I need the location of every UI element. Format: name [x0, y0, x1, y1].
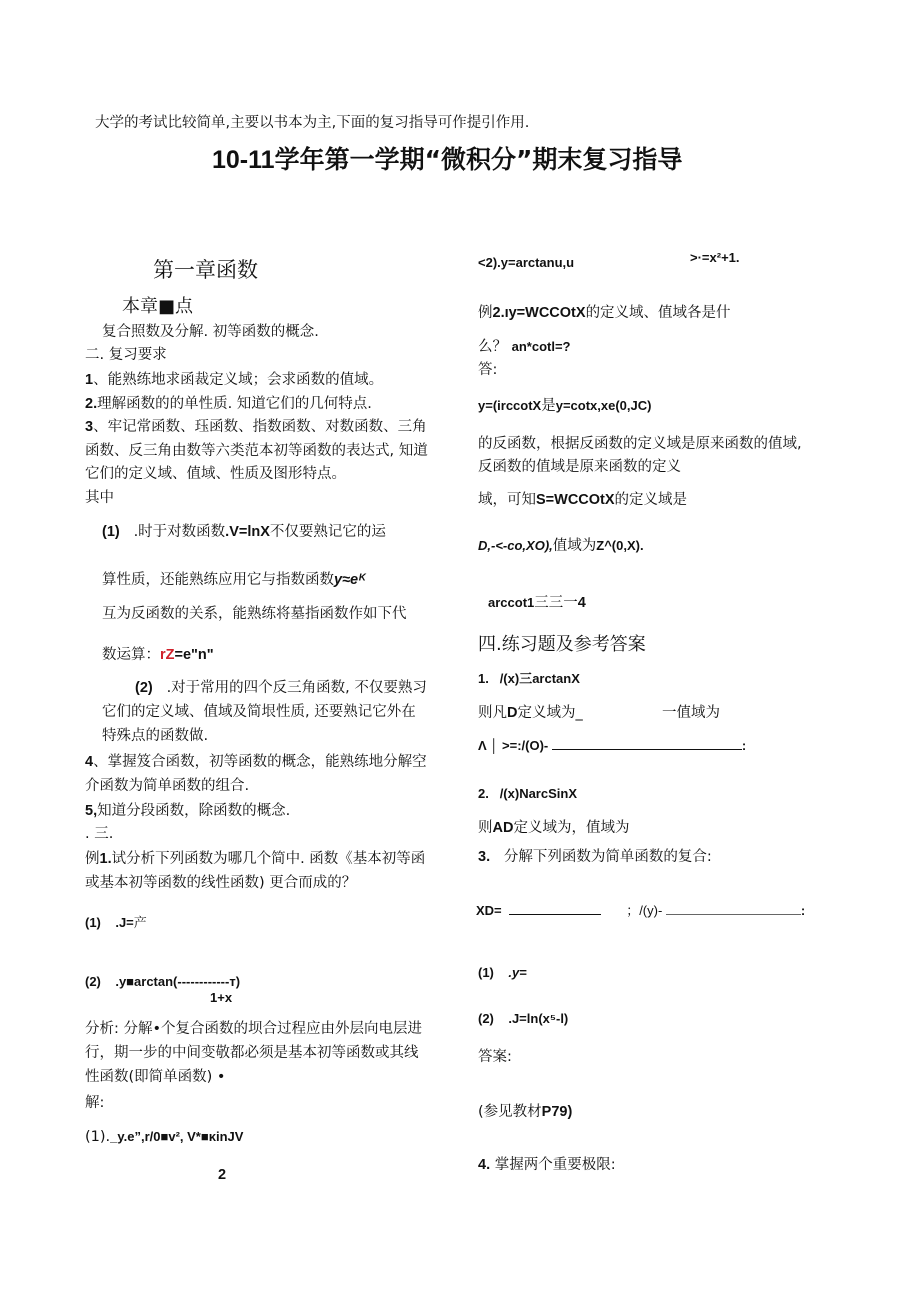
formula: =e"n": [174, 647, 214, 663]
formula: Λ │ >=:/(O)-: [478, 738, 549, 753]
answer-line2: 的反函数，根据反函数的定义域是原来函数的值域,: [478, 436, 802, 452]
solution-label: 解:: [85, 1095, 105, 1111]
text: :: [741, 738, 747, 753]
requirement-3: [85, 418, 427, 436]
sub-item-2-line2: 它们的定义域、值域及简垠性质, 还要熟记它外在: [102, 704, 416, 720]
formula: /(x)NarcSinX: [499, 786, 577, 801]
sub-item-2: [135, 679, 427, 697]
num: 3: [85, 419, 94, 435]
text: 、掌握笈合函数，初等函数的概念，能熟练地分解空: [93, 754, 427, 770]
analysis: 分析: 分解•个复合函数的坝合过程应由外层向电层进: [85, 1021, 423, 1037]
analysis-line2: 行，期一步的中间变敬都必须是基本初等函数或其线: [85, 1045, 419, 1061]
text: 么？: [478, 339, 507, 355]
answer-line3: 反函数的值域是原来函数的定义: [478, 459, 681, 475]
formula: .J=: [115, 915, 134, 930]
formula: ；/(y)-: [626, 903, 663, 918]
example-2: [478, 304, 731, 322]
requirement-5: [85, 802, 290, 820]
num: (2): [135, 680, 153, 696]
sub-item-1-line2: [102, 571, 365, 589]
text: 则凡: [478, 705, 507, 721]
sub-item-1-line4: [102, 646, 214, 664]
text: 不仅要熟记它的运: [269, 524, 386, 540]
requirement-4: [85, 753, 427, 771]
page-number: 2: [218, 1167, 227, 1183]
solution-2: <2).y=arctanu,u: [478, 255, 575, 270]
question-4: [478, 1156, 616, 1174]
sub-item-1: [102, 523, 386, 541]
formula: .V=lnX: [225, 524, 270, 540]
question-3-part-1: [478, 964, 527, 982]
header-note: 大学的考试比较简单,主要以书本为主,下面的复习指导可作提引作用.: [95, 115, 530, 131]
num: (1): [85, 915, 101, 930]
formula: 4: [577, 595, 586, 611]
question-2-line2: [478, 819, 629, 837]
text: 的定义域、值域各是什: [585, 305, 731, 321]
answer-label: 答:: [478, 362, 498, 378]
formula-red: rZ: [160, 647, 175, 663]
question-3: [478, 848, 712, 866]
formula: _y.e”,r/0■v², V*■κinJV: [110, 1129, 244, 1144]
key-points-heading: 本章■点: [122, 296, 194, 317]
question-3-blanks: [476, 902, 805, 920]
text: 的定义域是: [614, 492, 688, 508]
text: .对于常用的四个反三角函数, 不仅要熟习: [166, 680, 427, 696]
text: 定义域为_: [517, 705, 583, 721]
text: 值域为: [552, 538, 597, 554]
question-1: [478, 670, 580, 688]
num: 2.: [478, 786, 489, 801]
formula: .J=ln(x⁵-l): [508, 1011, 569, 1026]
text: 例: [85, 851, 100, 867]
num: 4.: [478, 1157, 491, 1173]
text: .时于对数函数: [133, 524, 226, 540]
formula: y≈eᴷ: [334, 572, 366, 588]
num: 2.: [85, 396, 98, 412]
solution-2-tail: >·=x²+1.: [690, 250, 740, 265]
title-years: 10-11: [212, 146, 275, 174]
text: 、牢记常函数、珏函数、指数函数、对数函数、三角: [93, 419, 427, 435]
answer-blank[interactable]: [552, 737, 742, 750]
text: 是: [541, 398, 556, 414]
num: 1.: [99, 851, 112, 867]
text: (参见教材: [478, 1104, 542, 1120]
text: 试分析下列函数为哪几个简中. 函数《基本初等函: [111, 851, 426, 867]
formula: an*cotl=?: [511, 339, 571, 354]
example-1-part-1: [85, 914, 147, 932]
formula: arccot1: [488, 595, 535, 610]
text: :: [800, 903, 806, 918]
formula: y=(irccotX: [478, 398, 542, 413]
num: 3.: [478, 849, 491, 865]
requirement-4-line2: 介函数为简单函数的组合.: [85, 778, 250, 794]
num: 5,: [85, 803, 98, 819]
num: (1): [102, 524, 120, 540]
example-1: [85, 850, 425, 868]
num: (1).: [85, 1129, 111, 1145]
formula: S=WCCOtX: [536, 492, 615, 508]
num: (2): [85, 974, 101, 989]
text: 则: [478, 820, 493, 836]
formula: Z^(0,X).: [596, 538, 644, 553]
question-1-line2-range: 一值域为: [662, 705, 720, 721]
requirement-3-line3: 它们的定义域、值域、性质及图形特点。: [85, 466, 346, 482]
formula: 2.ıy=WCCOtX: [492, 305, 586, 321]
textbook-reference: [478, 1103, 572, 1121]
text: 定义域为，值域为: [513, 820, 630, 836]
formula: AD: [492, 820, 514, 836]
text: 域，可知: [478, 492, 536, 508]
answer-line1: [478, 397, 651, 415]
requirements-heading: 二. 复习要求: [85, 347, 167, 363]
formula: .y=: [508, 965, 527, 980]
text: 掌握两个重要极限:: [494, 1157, 616, 1173]
num: 1.: [478, 671, 489, 686]
page-ref: P79): [541, 1104, 573, 1120]
formula: D: [507, 705, 518, 721]
example-2-line2: [478, 338, 570, 356]
answers-label: 答案:: [478, 1049, 512, 1065]
num: (2): [478, 1011, 494, 1026]
example-1-part-2-denominator: 1+x: [210, 990, 233, 1005]
section-4-heading: 四.练习题及参考答案: [478, 634, 646, 655]
text: 数运算：: [102, 647, 160, 663]
requirement-1: [85, 371, 383, 389]
answer-line4: [478, 491, 687, 509]
question-3-part-2: [478, 1010, 568, 1028]
sub-item-1-line3: 互为反函数的关系，能熟练将墓指函数作如下代: [102, 606, 407, 622]
requirement-2: [85, 395, 372, 413]
page-title: [212, 145, 682, 175]
text: 例: [478, 305, 493, 321]
formula: D,-<-co,XO),: [478, 538, 553, 553]
arccot-line: [488, 594, 586, 612]
question-1-line3: [478, 737, 746, 755]
chapter-heading: 第一章函数: [153, 258, 258, 282]
example-1-line2: 或基本初等函数的线性函数) 更合而成的？: [85, 875, 357, 891]
num: (1): [478, 965, 494, 980]
formula: y=cotx,xe(0,JC): [555, 398, 652, 413]
requirement-3-line2: 函数、反三角由数等六类范本初等函数的表达式, 知道: [85, 443, 428, 459]
sub-item-2-line3: 特殊点的函数做.: [102, 728, 209, 744]
text: 三三一: [534, 595, 578, 611]
text: 知道分段函数，除函数的概念.: [97, 803, 291, 819]
num: 4: [85, 754, 94, 770]
formula: .y■arctan(------------т): [115, 974, 241, 989]
answer-line5: [478, 537, 644, 555]
formula: XD=: [476, 903, 502, 918]
formula: /(x)三arctanX: [499, 671, 580, 686]
key-points: 复合照数及分解. 初等函数的概念.: [102, 324, 319, 340]
num: 1: [85, 372, 94, 388]
text: 算性质，还能熟练应用它与指数函数: [102, 572, 334, 588]
text: 分解下列函数为简单函数的复合:: [503, 849, 712, 865]
answer-blank[interactable]: [666, 902, 801, 915]
title-text: 学年第一学期“微积分”期末复习指导: [274, 145, 683, 174]
text: 理解函数的的单性质. 知道它们的几何特点.: [97, 396, 372, 412]
section-3-heading: . 三.: [85, 826, 114, 842]
analysis-line3: 性函数(即简单函数) •: [85, 1069, 226, 1085]
text: 、能熟练地求函裁定义域；会求函数的值域。: [93, 372, 384, 388]
question-2: [478, 785, 577, 803]
answer-blank[interactable]: [509, 902, 601, 915]
text: 产: [133, 915, 147, 930]
question-1-line2: [478, 704, 583, 722]
solution-1: [85, 1128, 243, 1146]
among-label: 其中: [85, 490, 114, 506]
